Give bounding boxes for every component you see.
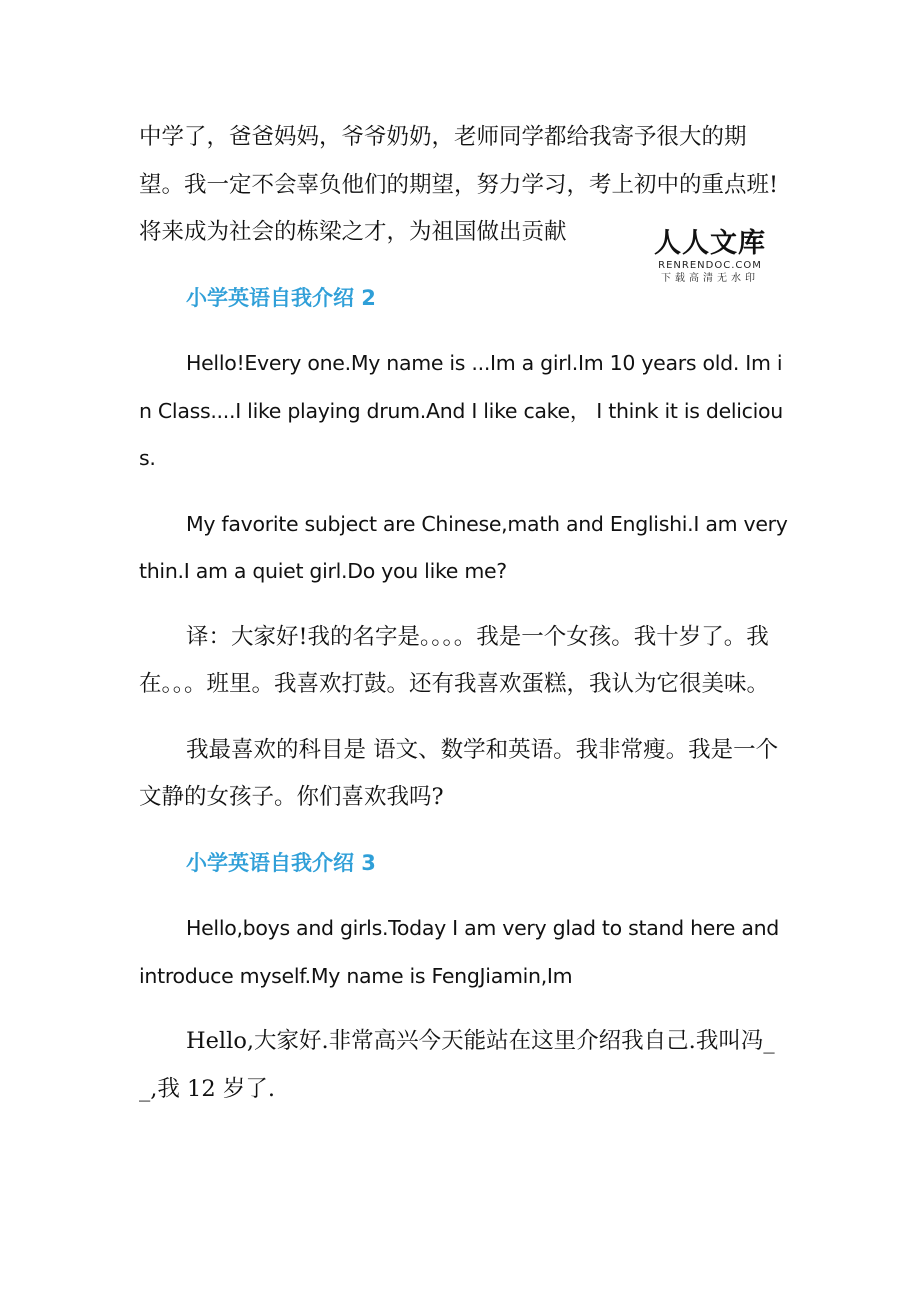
paragraph-chinese-greeting: Hello,大家好.非常高兴今天能站在这里介绍我自己.我叫冯__,我 12 岁了.	[139, 1028, 775, 1102]
paragraph-translation-intro: 译：大家好!我的名字是。。。。我是一个女孩。我十岁了。我在。。。班里。我喜欢打鼓。还有我喜欢蛋糕，我认为它很美味。	[139, 623, 770, 697]
paragraph-english-greeting: Hello,boys and girls.Today I am very glad to stand here and introduce myself.My name is FengJiamin,Im	[139, 916, 779, 988]
watermark-slogan: 下载高清无水印	[661, 273, 759, 284]
paragraph-english-favorites: My favorite subject are Chinese,math and Englishi.I am very thin.I am a quiet girl.Do you like me?	[139, 511, 788, 583]
paragraph-translation-favorites: 我最喜欢的科目是 语文、数学和英语。我非常瘦。我是一个文静的女孩子。你们喜欢我吗?	[139, 736, 779, 810]
section-heading-2: 小学英语自我介绍 2	[186, 285, 376, 310]
paragraph-continued: 中学了，爸爸妈妈，爷爷奶奶，老师同学都给我寄予很大的期望。我一定不会辜负他们的期望，努力学习，考上初中的重点班!将来成为社会的栋梁之才，为祖国做出贡献	[139, 124, 779, 245]
section-heading-3: 小学英语自我介绍 3	[186, 850, 376, 875]
watermark-url: RENRENDOC.COM	[658, 260, 762, 271]
paragraph-english-intro: Hello!Every one.My name is ...Im a girl.Im 10 years old. Im in Class....I like playing drum.And I like cake， I think it is delicious.	[139, 351, 783, 470]
watermark-brand: 人人文库	[654, 228, 766, 259]
watermark-logo	[646, 228, 774, 290]
